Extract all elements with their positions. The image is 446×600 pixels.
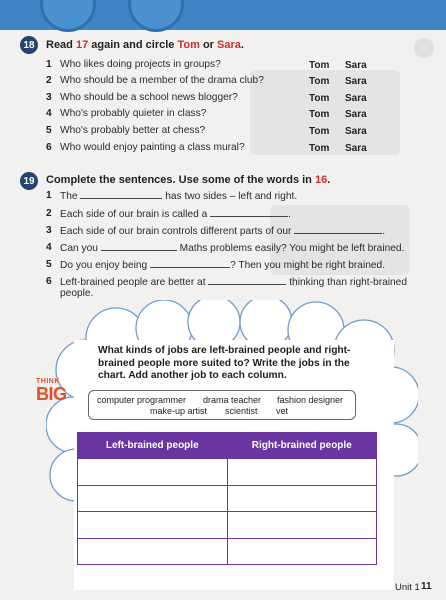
answer-blank[interactable] bbox=[208, 276, 286, 285]
show-through-shape bbox=[414, 38, 434, 58]
sentence: Each side of our brain controls different parts of our . bbox=[60, 226, 386, 237]
exercise-instruction: Complete the sentences. Use some of the words in 16. bbox=[46, 174, 331, 186]
word-bank-item: computer programmer bbox=[97, 395, 187, 405]
answer-blank[interactable] bbox=[150, 259, 230, 268]
item-number: 6 bbox=[46, 276, 52, 287]
answer-blank[interactable] bbox=[294, 225, 382, 234]
table-cell[interactable] bbox=[78, 538, 228, 565]
think-big-prompt: What kinds of jobs are left-brained people and right-brained people more suited to? Write the jobs in the chart. Add another job to each column. bbox=[98, 345, 351, 381]
table-cell[interactable] bbox=[78, 512, 228, 539]
question: Who should be a member of the drama club? bbox=[60, 75, 264, 86]
item-number: 2 bbox=[46, 208, 52, 219]
choice-tom[interactable]: Tom bbox=[309, 76, 330, 87]
question: Who likes doing projects in groups? bbox=[60, 59, 221, 70]
answer-blank[interactable] bbox=[101, 242, 177, 251]
word-bank-item: fashion designer bbox=[277, 395, 344, 405]
column-header-left-brained: Left-brained people bbox=[78, 433, 228, 459]
think-big-logo: THINK BIG bbox=[36, 378, 67, 404]
item-number: 6 bbox=[46, 142, 52, 153]
item-number: 2 bbox=[46, 75, 52, 86]
footer-unit-label: Unit 1 bbox=[395, 582, 420, 593]
choice-tom[interactable]: Tom bbox=[309, 93, 330, 104]
top-banner bbox=[0, 0, 446, 30]
sentence: Each side of our brain is called a . bbox=[60, 209, 291, 220]
word-bank-item: make-up artist bbox=[150, 406, 208, 416]
sentence: Do you enjoy being ? Then you might be right brained. bbox=[60, 260, 386, 271]
question: Who's probably quieter in class? bbox=[60, 108, 207, 119]
table-cell[interactable] bbox=[227, 512, 377, 539]
table-cell[interactable] bbox=[78, 485, 228, 512]
exercise-instruction: Read 17 again and circle Tom or Sara. bbox=[46, 39, 244, 51]
question: Who would enjoy painting a class mural? bbox=[60, 142, 245, 153]
choice-sara[interactable]: Sara bbox=[345, 93, 367, 104]
choice-sara[interactable]: Sara bbox=[345, 76, 367, 87]
item-number: 4 bbox=[46, 242, 52, 253]
item-number: 3 bbox=[46, 225, 52, 236]
answer-blank[interactable] bbox=[80, 190, 162, 199]
choice-tom[interactable]: Tom bbox=[309, 60, 330, 71]
jobs-chart bbox=[77, 432, 377, 565]
table-cell[interactable] bbox=[78, 459, 228, 486]
column-header-right-brained: Right-brained people bbox=[227, 433, 377, 459]
choice-tom[interactable]: Tom bbox=[309, 126, 330, 137]
exercise-number-badge: 19 bbox=[20, 172, 38, 190]
sentence: Can you Maths problems easily? You might be left brained. bbox=[60, 243, 405, 254]
globe-decoration bbox=[128, 0, 184, 32]
answer-blank[interactable] bbox=[210, 208, 288, 217]
choice-tom[interactable]: Tom bbox=[309, 109, 330, 120]
word-bank-item: drama teacher bbox=[203, 395, 262, 405]
question: Who's probably better at chess? bbox=[60, 125, 206, 136]
item-number: 1 bbox=[46, 59, 52, 70]
choice-sara[interactable]: Sara bbox=[345, 143, 367, 154]
table-cell[interactable] bbox=[227, 538, 377, 565]
item-number: 5 bbox=[46, 259, 52, 270]
word-bank bbox=[88, 390, 356, 420]
globe-decoration bbox=[40, 0, 96, 32]
exercise-number-badge: 18 bbox=[20, 36, 38, 54]
table-cell[interactable] bbox=[227, 485, 377, 512]
question: Who should be a school news blogger? bbox=[60, 92, 238, 103]
sentence: Left-brained people are better at thinking than right-brained bbox=[60, 277, 408, 288]
item-number: 1 bbox=[46, 190, 52, 201]
choice-sara[interactable]: Sara bbox=[345, 126, 367, 137]
sentence: The has two sides – left and right. bbox=[60, 191, 298, 202]
choice-sara[interactable]: Sara bbox=[345, 109, 367, 120]
choice-sara[interactable]: Sara bbox=[345, 60, 367, 71]
word-bank-item: scientist bbox=[225, 406, 258, 416]
choice-tom[interactable]: Tom bbox=[309, 143, 330, 154]
page-number: 11 bbox=[421, 581, 432, 592]
item-number: 4 bbox=[46, 108, 52, 119]
table-cell[interactable] bbox=[227, 459, 377, 486]
item-number: 3 bbox=[46, 92, 52, 103]
item-number: 5 bbox=[46, 125, 52, 136]
word-bank-item: vet bbox=[276, 406, 289, 416]
sentence-continuation: people. bbox=[60, 288, 94, 299]
